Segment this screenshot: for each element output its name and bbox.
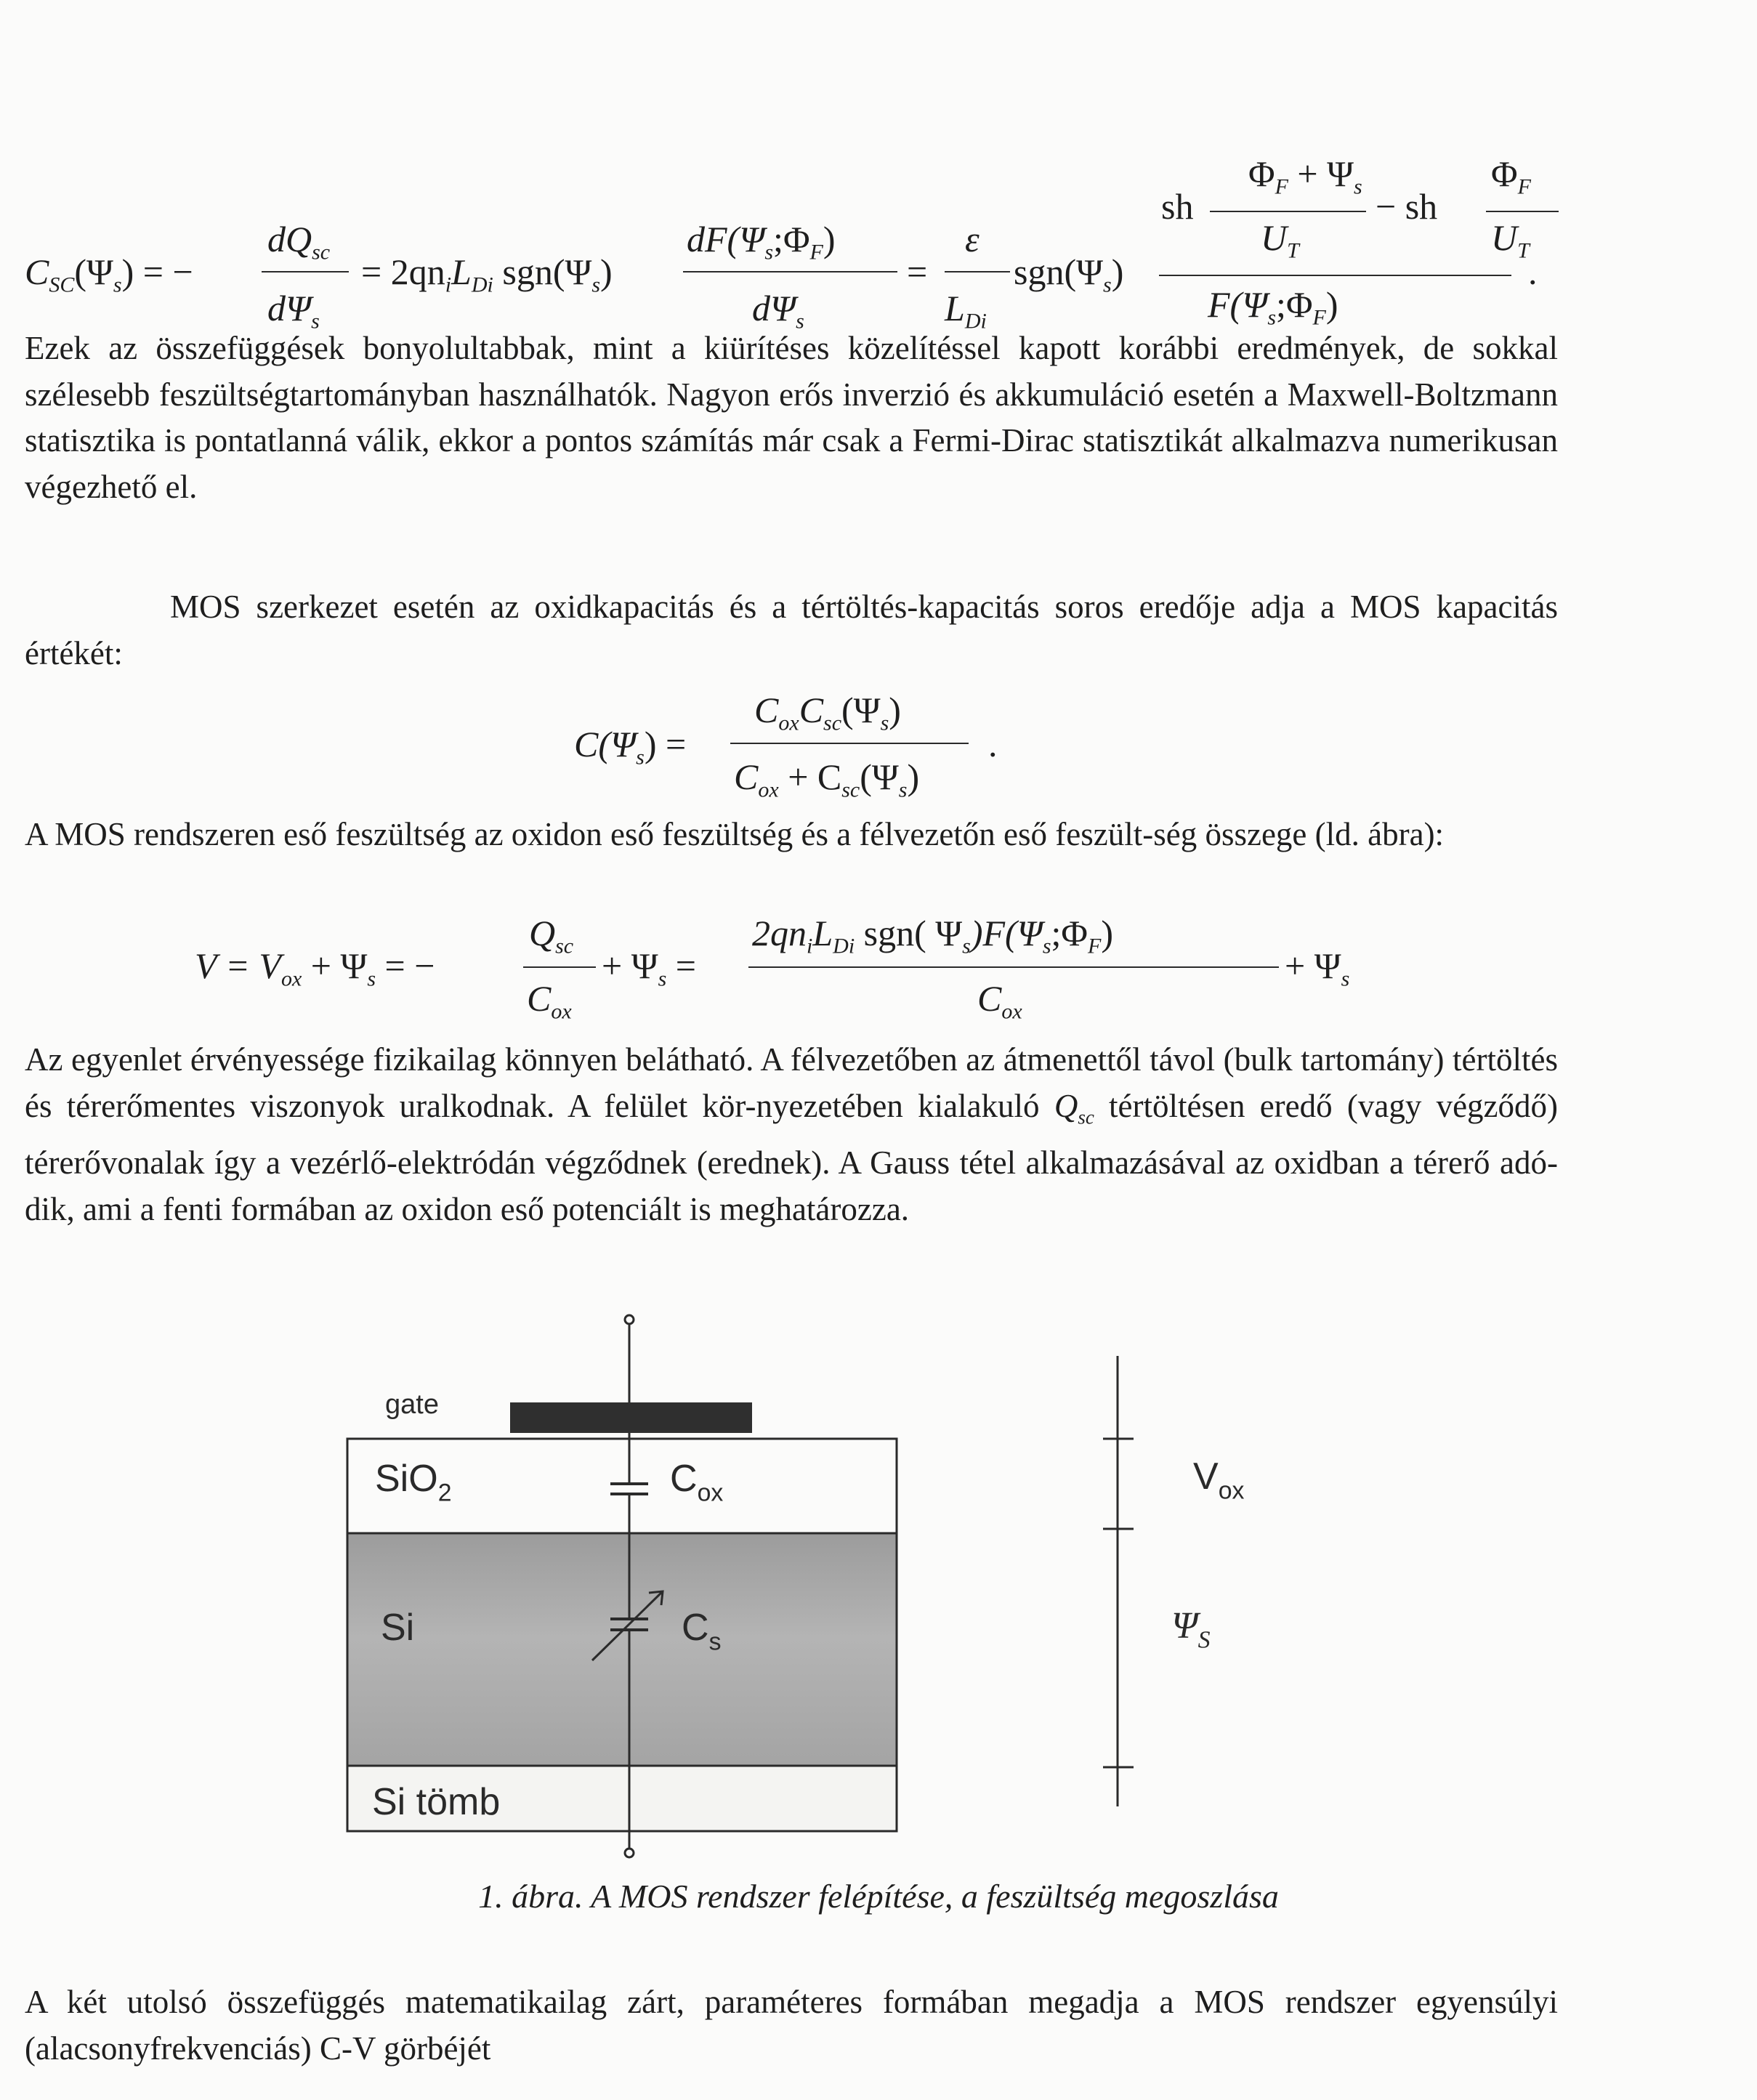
gate-electrode (510, 1402, 752, 1433)
cox-label: $C_{ox}$ (670, 1458, 724, 1507)
figure-caption: 1. ábra. A MOS rendszer felépítése, a feszültség megoszlása (478, 1878, 1279, 1915)
si-layer (347, 1533, 897, 1766)
vox-label: $V_{ox}$ (1193, 1455, 1245, 1505)
gate-label: gate (385, 1389, 439, 1420)
paragraph-1: Ezek az összefüggések bonyolultabbak, mint a kiürítéses közelítéssel kapott korábbi eredmények, de sokkal szélesebb feszültségtartományban használhatók. Nagyon erős inverzió és akkumuláció esetén a Maxwell-Boltzmann statisztika is pontatlanná válik, ekkor a pontos számítás már csak a Fermi-Dirac statisztikát alkalmazva numerikusan végezhető el. (25, 330, 1558, 505)
paragraph-2: MOS szerkezet esetén az oxidkapacitás és a tértöltés-kapacitás soros eredője adja a MOS kapacitás értékét: (25, 589, 1558, 671)
paragraph-5: A két utolsó összefüggés matematikailag zárt, paraméteres formában megadja a MOS rendszer egyensúlyi (alacsonyfrekvenciás) C-V görbéjét (25, 1984, 1558, 2067)
paragraph-4: Az egyenlet érvényessége fizikailag könnyen belátható. A félvezetőben az átmenettől távol (bulk tartomány) tértöltés és térerőmentes viszonyok uralkodnak. A felület kör-nyezetében kialakuló $Q_{sc}$ tértöltésen eredő (vagy végződő) térerővonalak így a vezérlő-elektródán végződnek (erednek). A Gauss tétel alkalmazásával az oxidban a térerő adó-dik, ami a fenti formában az oxidon eső potenciált is meghatározza. (25, 1041, 1559, 1227)
si-bulk-label: Si tömb (372, 1781, 501, 1823)
sio2-label: SiO$_2$ (375, 1458, 452, 1507)
cs-label: $C_s$ (682, 1607, 722, 1656)
top-terminal (625, 1315, 634, 1324)
si-label: Si (381, 1607, 415, 1649)
psi-s-label: $\Psi_S$ (1171, 1605, 1211, 1654)
bottom-terminal (625, 1849, 634, 1857)
paragraph-3: A MOS rendszeren eső feszültség az oxidon eső feszültség és a félvezetőn eső feszült-ség összege (ld. ábra): (25, 816, 1445, 852)
